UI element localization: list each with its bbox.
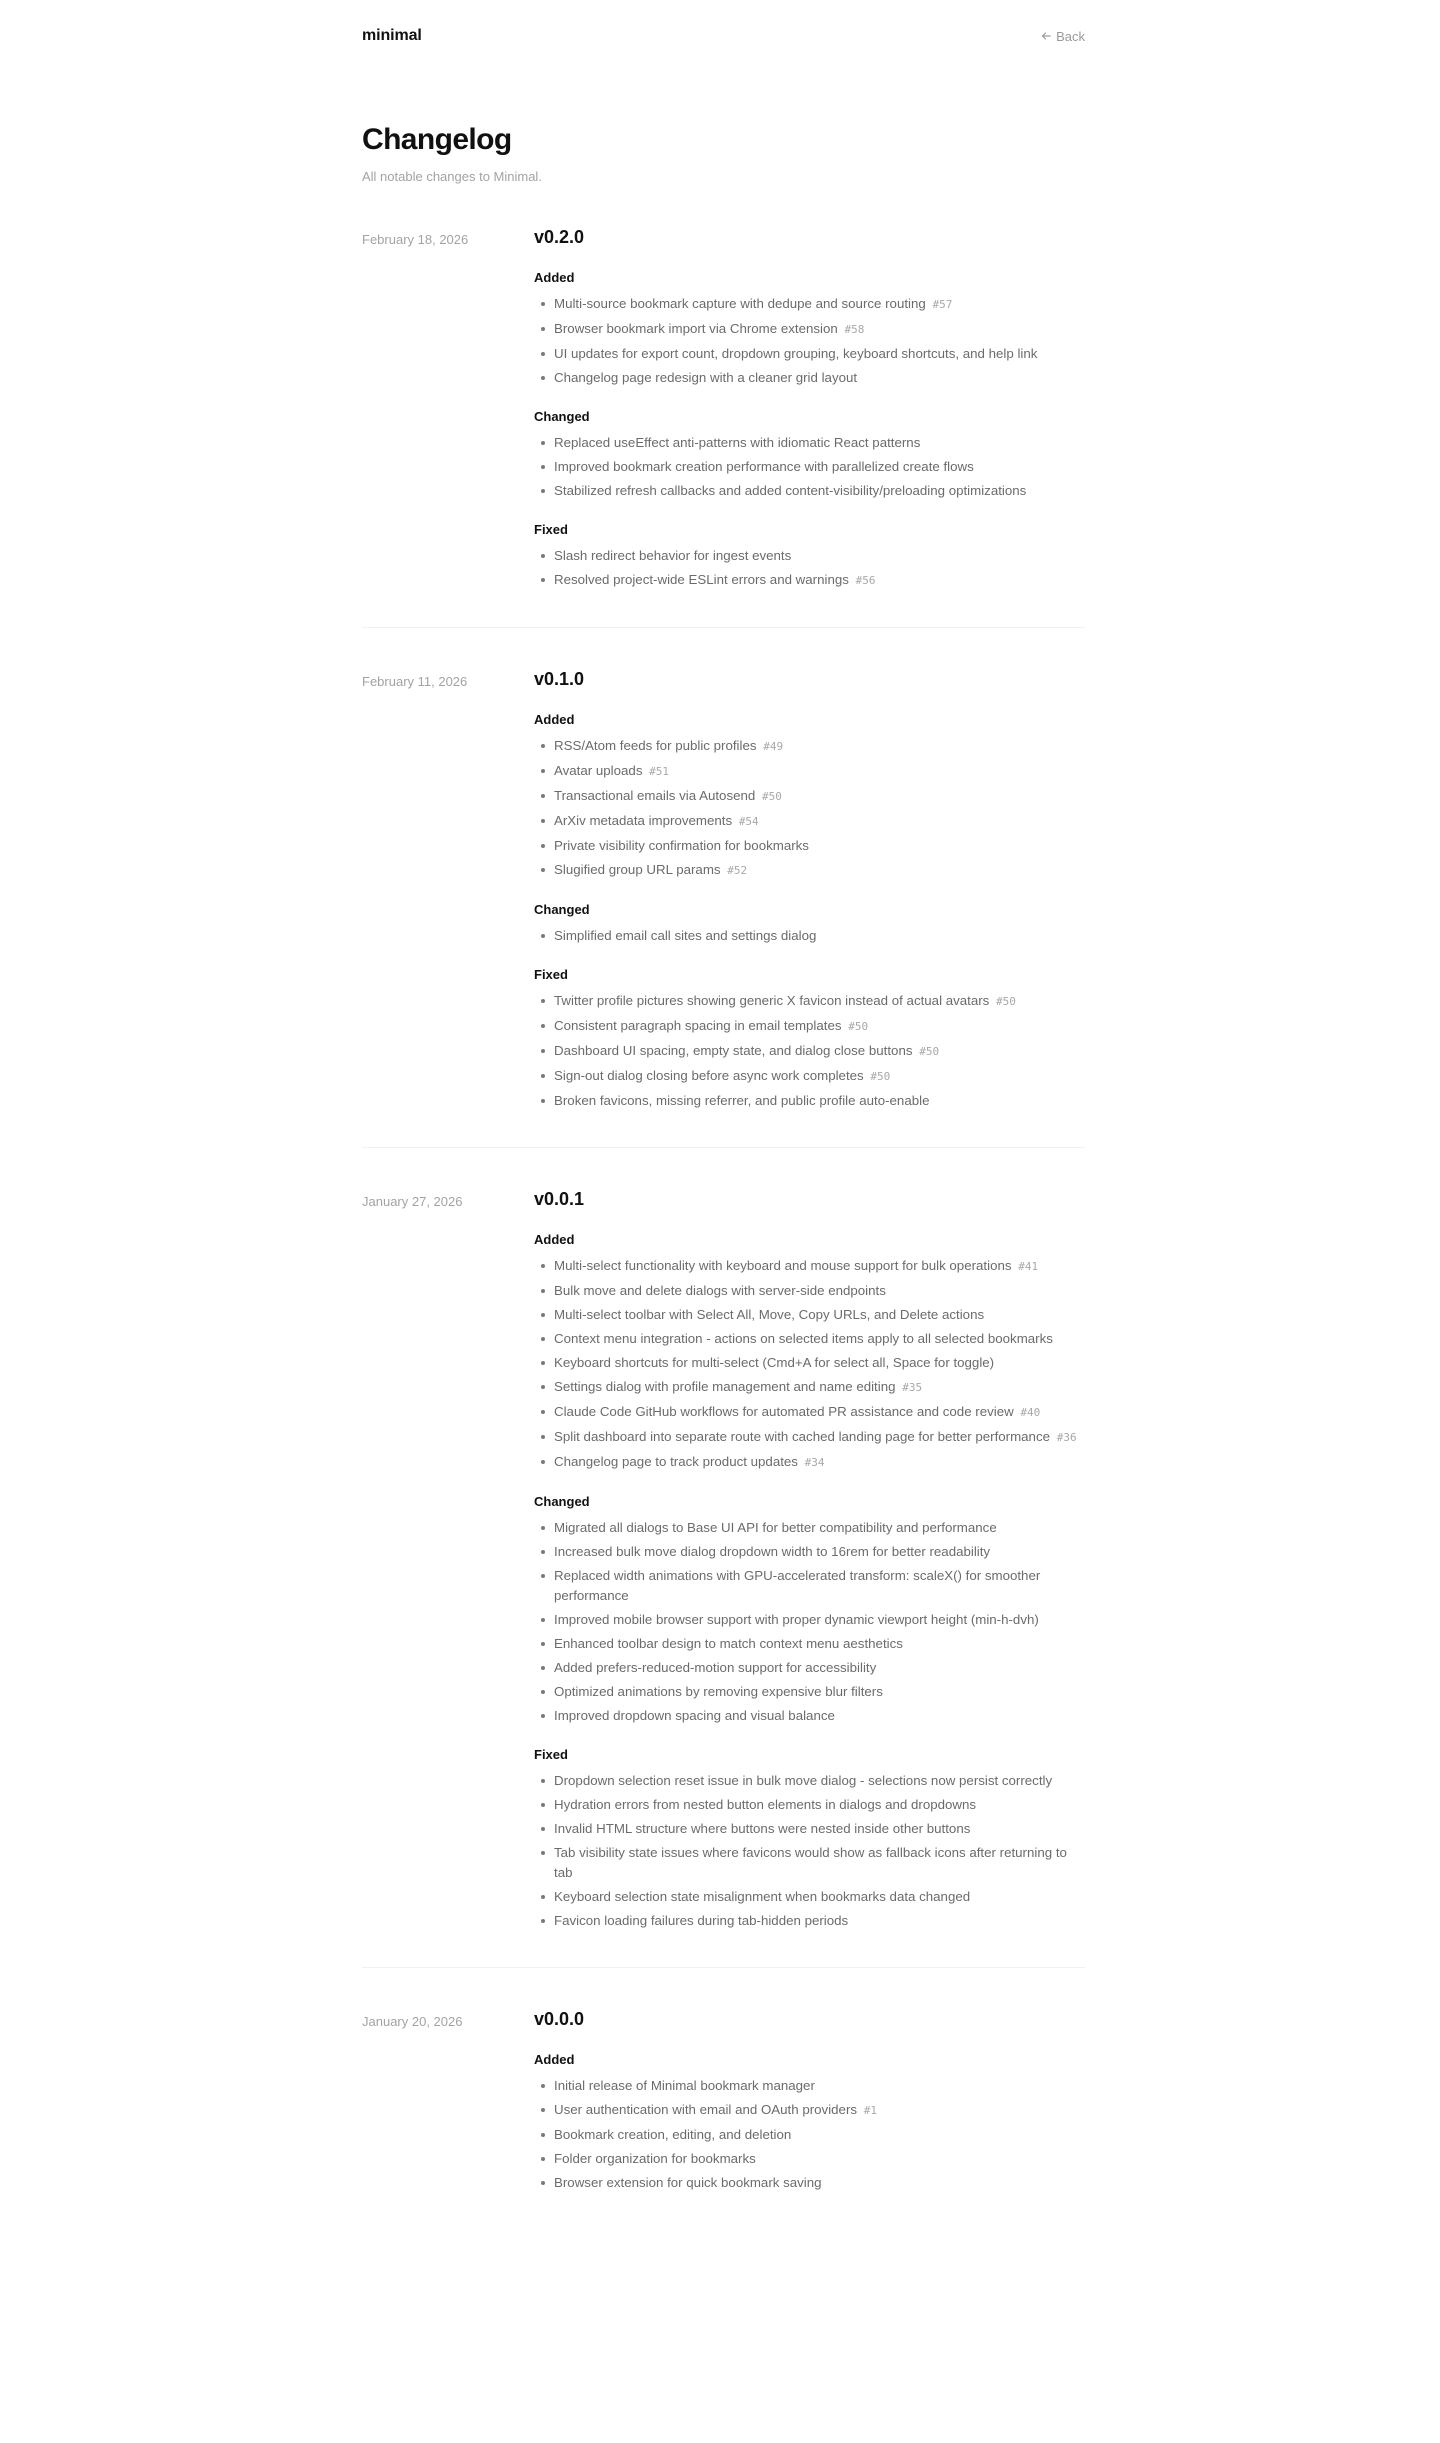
release-body bbox=[534, 225, 1085, 591]
list-item bbox=[554, 991, 1085, 1012]
list-item bbox=[554, 1281, 1085, 1301]
pr-reference-link[interactable]: #50 bbox=[919, 1045, 940, 1058]
list-item bbox=[554, 457, 1085, 477]
change-list bbox=[534, 1256, 1085, 1473]
list-item bbox=[554, 736, 1085, 757]
release-entry bbox=[362, 2007, 1085, 2229]
change-list bbox=[534, 1771, 1085, 1931]
list-item bbox=[554, 1843, 1085, 1883]
section-title: Added bbox=[534, 2052, 575, 2067]
change-text: Resolved project-wide ESLint errors and warnings bbox=[554, 572, 849, 587]
change-text: Slash redirect behavior for ingest events bbox=[554, 548, 792, 563]
page-container bbox=[362, 0, 1085, 2229]
release-version: v0.0.0 bbox=[534, 2009, 585, 2029]
change-section bbox=[534, 408, 1085, 501]
list-item bbox=[554, 2100, 1085, 2121]
change-text: Twitter profile pictures showing generic X favicon instead of actual avatars bbox=[554, 993, 990, 1008]
list-item bbox=[554, 1566, 1085, 1606]
page-header bbox=[362, 122, 1085, 186]
pr-reference-link[interactable]: #40 bbox=[1020, 1406, 1041, 1419]
release-entry bbox=[362, 1187, 1085, 1968]
list-item bbox=[554, 1256, 1085, 1277]
change-text: Migrated all dialogs to Base UI API for better compatibility and performance bbox=[554, 1520, 997, 1535]
list-item bbox=[554, 836, 1085, 856]
change-text: Improved bookmark creation performance with parallelized create flows bbox=[554, 459, 974, 474]
change-text: Multi-source bookmark capture with dedupe and source routing bbox=[554, 296, 926, 311]
release-version: v0.0.1 bbox=[534, 1189, 585, 1209]
release-body bbox=[534, 667, 1085, 1111]
list-item bbox=[554, 1518, 1085, 1538]
change-text: Hydration errors from nested button elements in dialogs and dropdowns bbox=[554, 1797, 977, 1812]
release-version: v0.2.0 bbox=[534, 227, 585, 247]
change-text: Private visibility confirmation for bookmarks bbox=[554, 838, 809, 853]
change-section bbox=[534, 1746, 1085, 1931]
top-bar bbox=[362, 0, 1085, 72]
change-text: Bookmark creation, editing, and deletion bbox=[554, 2127, 792, 2142]
section-title: Added bbox=[534, 712, 575, 727]
change-text: Transactional emails via Autosend bbox=[554, 788, 756, 803]
arrow-left-icon bbox=[1040, 30, 1052, 42]
list-item bbox=[554, 546, 1085, 566]
list-item bbox=[554, 2125, 1085, 2145]
list-item bbox=[554, 2076, 1085, 2096]
release-date: February 11, 2026 bbox=[362, 674, 468, 689]
pr-reference-link[interactable]: #50 bbox=[870, 1070, 891, 1083]
change-text: RSS/Atom feeds for public profiles bbox=[554, 738, 757, 753]
section-title: Added bbox=[534, 270, 575, 285]
change-list bbox=[534, 1518, 1085, 1726]
list-item bbox=[554, 1771, 1085, 1791]
change-text: Increased bulk move dialog dropdown width to 16rem for better readability bbox=[554, 1544, 991, 1559]
change-section bbox=[534, 966, 1085, 1111]
change-text: Optimized animations by removing expensive blur filters bbox=[554, 1684, 883, 1699]
list-item bbox=[554, 1682, 1085, 1702]
pr-reference-link[interactable]: #35 bbox=[902, 1381, 923, 1394]
list-item bbox=[554, 786, 1085, 807]
change-text: Enhanced toolbar design to match context menu aesthetics bbox=[554, 1636, 903, 1651]
pr-reference-link[interactable]: #57 bbox=[932, 298, 953, 311]
list-item bbox=[554, 344, 1085, 364]
section-title: Changed bbox=[534, 902, 590, 917]
list-item bbox=[554, 1377, 1085, 1398]
change-section bbox=[534, 1231, 1085, 1473]
change-text: Replaced width animations with GPU-accelerated transform: scaleX() for smoother performance bbox=[554, 1568, 1041, 1603]
change-text: UI updates for export count, dropdown grouping, keyboard shortcuts, and help link bbox=[554, 346, 1038, 361]
change-text: Stabilized refresh callbacks and added content-visibility/preloading optimizations bbox=[554, 483, 1027, 498]
change-text: Keyboard shortcuts for multi-select (Cmd+A for select all, Space for toggle) bbox=[554, 1355, 995, 1370]
change-text: Browser bookmark import via Chrome extension bbox=[554, 321, 838, 336]
change-text: Avatar uploads bbox=[554, 763, 643, 778]
change-text: Simplified email call sites and settings dialog bbox=[554, 928, 817, 943]
release-body bbox=[534, 2007, 1085, 2193]
release-entry bbox=[362, 667, 1085, 1148]
change-list bbox=[534, 2076, 1085, 2193]
list-item bbox=[554, 1911, 1085, 1931]
change-text: Consistent paragraph spacing in email templates bbox=[554, 1018, 842, 1033]
list-item bbox=[554, 1658, 1085, 1678]
change-text: Multi-select functionality with keyboard and mouse support for bulk operations bbox=[554, 1258, 1012, 1273]
change-text: Browser extension for quick bookmark saving bbox=[554, 2175, 822, 2190]
change-list bbox=[534, 433, 1085, 501]
list-item bbox=[554, 1091, 1085, 1111]
list-item bbox=[554, 1706, 1085, 1726]
change-text: Context menu integration - actions on selected items apply to all selected bookmarks bbox=[554, 1331, 1053, 1346]
list-item bbox=[554, 1402, 1085, 1423]
change-section bbox=[534, 269, 1085, 388]
list-item bbox=[554, 1066, 1085, 1087]
list-item bbox=[554, 811, 1085, 832]
change-text: Broken favicons, missing referrer, and public profile auto-enable bbox=[554, 1093, 930, 1108]
list-item bbox=[554, 481, 1085, 501]
pr-reference-link[interactable]: #1 bbox=[863, 2104, 877, 2117]
list-item bbox=[554, 1610, 1085, 1630]
change-text: Invalid HTML structure where buttons were nested inside other buttons bbox=[554, 1821, 971, 1836]
list-item bbox=[554, 368, 1085, 388]
page-subtitle: All notable changes to Minimal. bbox=[362, 169, 542, 184]
change-section bbox=[534, 1493, 1085, 1726]
change-text: ArXiv metadata improvements bbox=[554, 813, 733, 828]
release-body bbox=[534, 1187, 1085, 1931]
change-section bbox=[534, 901, 1085, 946]
change-text: User authentication with email and OAuth providers bbox=[554, 2102, 858, 2117]
change-list bbox=[534, 294, 1085, 388]
change-text: Slugified group URL params bbox=[554, 862, 721, 877]
release-entry bbox=[362, 225, 1085, 628]
list-item bbox=[554, 926, 1085, 946]
change-text: Claude Code GitHub workflows for automated PR assistance and code review bbox=[554, 1404, 1014, 1419]
pr-reference-link[interactable]: #50 bbox=[996, 995, 1016, 1008]
change-text: Added prefers-reduced-motion support for accessibility bbox=[554, 1660, 877, 1675]
release-list bbox=[362, 225, 1085, 2229]
change-text: Initial release of Minimal bookmark manager bbox=[554, 2078, 815, 2093]
pr-reference-link[interactable]: #34 bbox=[804, 1456, 825, 1469]
back-link[interactable] bbox=[1040, 29, 1085, 44]
change-text: Sign-out dialog closing before async work completes bbox=[554, 1068, 864, 1083]
list-item bbox=[554, 860, 1085, 881]
change-text: Changelog page redesign with a cleaner grid layout bbox=[554, 370, 858, 385]
change-text: Multi-select toolbar with Select All, Move, Copy URLs, and Delete actions bbox=[554, 1307, 985, 1322]
pr-reference-link[interactable]: #56 bbox=[855, 574, 876, 587]
section-title: Fixed bbox=[534, 967, 568, 982]
change-text: Settings dialog with profile management and name editing bbox=[554, 1379, 896, 1394]
brand-logo[interactable]: minimal bbox=[362, 27, 422, 44]
list-item bbox=[554, 2173, 1085, 2193]
pr-reference-link[interactable]: #41 bbox=[1018, 1260, 1039, 1273]
section-title: Changed bbox=[534, 409, 590, 424]
section-title: Fixed bbox=[534, 522, 568, 537]
change-section bbox=[534, 2051, 1085, 2193]
pr-reference-link[interactable]: #36 bbox=[1056, 1431, 1077, 1444]
section-title: Fixed bbox=[534, 1747, 568, 1762]
list-item bbox=[554, 1819, 1085, 1839]
change-list bbox=[534, 926, 1085, 946]
change-section bbox=[534, 711, 1085, 881]
list-item bbox=[554, 570, 1085, 591]
release-version: v0.1.0 bbox=[534, 669, 585, 689]
change-text: Improved mobile browser support with proper dynamic viewport height (min-h-dvh) bbox=[554, 1612, 1039, 1627]
release-date: January 20, 2026 bbox=[362, 2014, 463, 2029]
list-item bbox=[554, 2149, 1085, 2169]
change-list bbox=[534, 546, 1085, 591]
pr-reference-link[interactable]: #50 bbox=[848, 1020, 869, 1033]
change-list bbox=[534, 736, 1085, 881]
release-date: January 27, 2026 bbox=[362, 1194, 463, 1209]
change-text: Tab visibility state issues where favicons would show as fallback icons after returning to tab bbox=[554, 1845, 1067, 1880]
list-item bbox=[554, 1016, 1085, 1037]
change-text: Favicon loading failures during tab-hidden periods bbox=[554, 1913, 849, 1928]
list-item bbox=[554, 319, 1085, 340]
list-item bbox=[554, 1329, 1085, 1349]
list-item bbox=[554, 761, 1085, 782]
change-text: Dashboard UI spacing, empty state, and dialog close buttons bbox=[554, 1043, 913, 1058]
change-text: Improved dropdown spacing and visual balance bbox=[554, 1708, 835, 1723]
pr-reference-link[interactable]: #54 bbox=[738, 815, 759, 828]
change-text: Keyboard selection state misalignment when bookmarks data changed bbox=[554, 1889, 971, 1904]
list-item bbox=[554, 1427, 1085, 1448]
list-item bbox=[554, 1542, 1085, 1562]
pr-reference-link[interactable]: #51 bbox=[649, 765, 670, 778]
pr-reference-link[interactable]: #58 bbox=[844, 323, 865, 336]
change-section bbox=[534, 521, 1085, 591]
list-item bbox=[554, 433, 1085, 453]
back-label: Back bbox=[1056, 28, 1085, 44]
list-item bbox=[554, 1353, 1085, 1373]
list-item bbox=[554, 1887, 1085, 1907]
pr-reference-link[interactable]: #49 bbox=[763, 740, 784, 753]
change-text: Replaced useEffect anti-patterns with idiomatic React patterns bbox=[554, 435, 921, 450]
change-text: Dropdown selection reset issue in bulk move dialog - selections now persist correctly bbox=[554, 1773, 1053, 1788]
list-item bbox=[554, 294, 1085, 315]
section-title: Changed bbox=[534, 1494, 590, 1509]
list-item bbox=[554, 1041, 1085, 1062]
change-text: Changelog page to track product updates bbox=[554, 1454, 798, 1469]
change-text: Folder organization for bookmarks bbox=[554, 2151, 756, 2166]
list-item bbox=[554, 1452, 1085, 1473]
change-text: Split dashboard into separate route with cached landing page for better performance bbox=[554, 1429, 1050, 1444]
list-item bbox=[554, 1305, 1085, 1325]
list-item bbox=[554, 1634, 1085, 1654]
section-title: Added bbox=[534, 1232, 575, 1247]
page-title: Changelog bbox=[362, 123, 512, 156]
pr-reference-link[interactable]: #52 bbox=[727, 864, 748, 877]
pr-reference-link[interactable]: #50 bbox=[762, 790, 782, 803]
change-text: Bulk move and delete dialogs with server-side endpoints bbox=[554, 1283, 886, 1298]
change-list bbox=[534, 991, 1085, 1111]
list-item bbox=[554, 1795, 1085, 1815]
release-date: February 18, 2026 bbox=[362, 232, 469, 247]
